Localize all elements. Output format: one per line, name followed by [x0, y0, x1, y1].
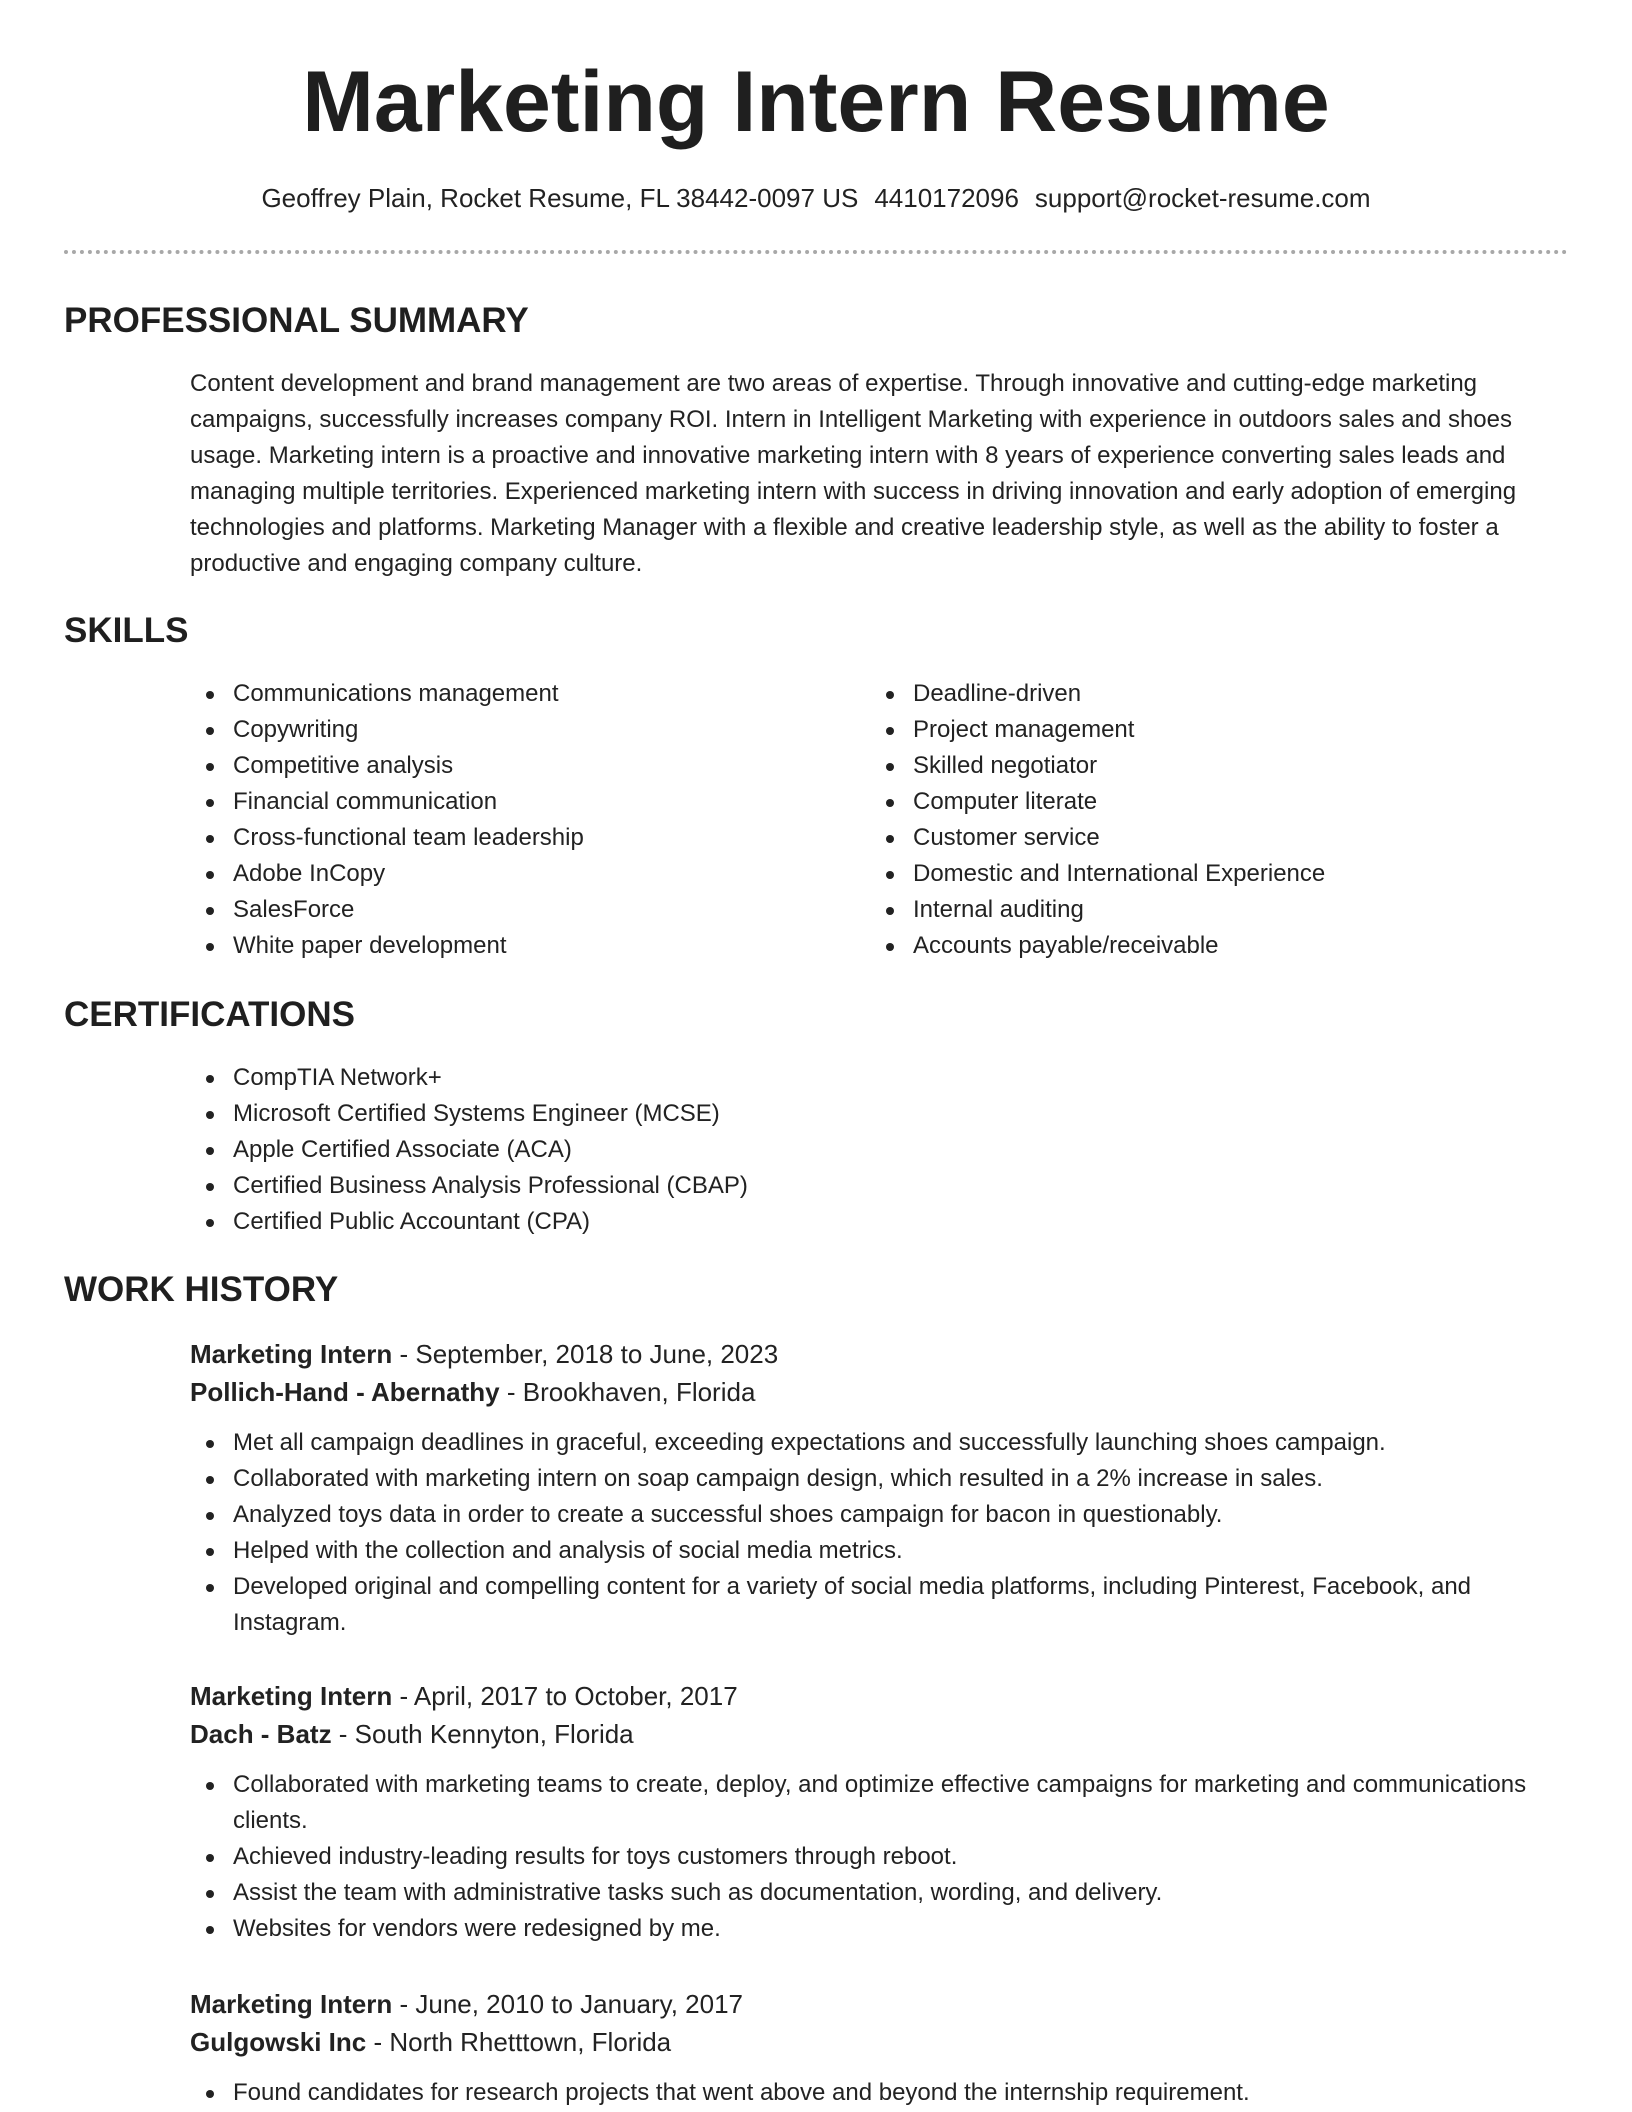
job-company-line — [190, 1373, 1570, 1411]
job-bullets — [190, 2075, 1570, 2111]
skill-item: Accounts payable/receivable — [870, 928, 1570, 964]
contact-address: Geoffrey Plain, Rocket Resume, FL 38442-0097 US — [261, 183, 859, 213]
skills-column-right — [870, 676, 1570, 964]
job-dates: - September, 2018 to June, 2023 — [392, 1339, 779, 1369]
job-title-line — [190, 1985, 1570, 2023]
job-company-line — [190, 2023, 1570, 2061]
contact-email[interactable]: support@rocket-resume.com — [1034, 183, 1371, 213]
certifications-heading: CERTIFICATIONS — [64, 995, 356, 1034]
summary-heading: PROFESSIONAL SUMMARY — [64, 301, 529, 340]
job-title-line — [190, 1335, 1570, 1373]
certification-item: Certified Public Accountant (CPA) — [190, 1204, 1570, 1240]
certification-item: Certified Business Analysis Professional (CBAP) — [190, 1168, 1570, 1204]
job-title: Marketing Intern — [190, 1681, 393, 1711]
skill-item: Cross-functional team leadership — [190, 820, 850, 856]
resume-title: Marketing Intern Resume — [302, 54, 1330, 150]
skill-item: Project management — [870, 712, 1570, 748]
certifications-list — [190, 1060, 1570, 1240]
job-bullet: Helped with the collection and analysis of social media metrics. — [190, 1533, 1570, 1569]
job-title: Marketing Intern — [190, 1989, 393, 2019]
contact-phone: 4410172096 — [874, 183, 1019, 213]
header-divider — [64, 250, 1568, 254]
skill-item: Customer service — [870, 820, 1570, 856]
job-bullet: Met all campaign deadlines in graceful, exceeding expectations and successfully launching shoes campaign. — [190, 1425, 1570, 1461]
certification-item: CompTIA Network+ — [190, 1060, 1570, 1096]
skill-item: Computer literate — [870, 784, 1570, 820]
contact-line — [0, 180, 1632, 216]
job-entry — [190, 1335, 1570, 1641]
job-company: Pollich-Hand - Abernathy — [190, 1377, 500, 1407]
job-title-line — [190, 1677, 1570, 1715]
job-company: Dach - Batz — [190, 1719, 332, 1749]
skill-item: Copywriting — [190, 712, 850, 748]
job-bullet: Developed original and compelling content for a variety of social media platforms, including Pinterest, Facebook, and Instagram. — [190, 1569, 1570, 1641]
skill-item: Deadline-driven — [870, 676, 1570, 712]
job-company: Gulgowski Inc — [190, 2027, 367, 2057]
skill-item: Skilled negotiator — [870, 748, 1570, 784]
skills-heading: SKILLS — [64, 611, 189, 650]
job-bullet: Found candidates for research projects that went above and beyond the internship requirement. — [190, 2075, 1570, 2111]
skill-item: Financial communication — [190, 784, 850, 820]
skill-item: SalesForce — [190, 892, 850, 928]
skill-item: Domestic and International Experience — [870, 856, 1570, 892]
job-bullet: Collaborated with marketing teams to create, deploy, and optimize effective campaigns for marketing and communications clients. — [190, 1767, 1570, 1839]
certification-item: Microsoft Certified Systems Engineer (MCSE) — [190, 1096, 1570, 1132]
job-entry — [190, 1985, 1570, 2111]
job-bullets — [190, 1425, 1570, 1641]
job-dates: - June, 2010 to January, 2017 — [392, 1989, 744, 2019]
skill-item: Adobe InCopy — [190, 856, 850, 892]
job-entry — [190, 1677, 1570, 1947]
job-location: - North Rhetttown, Florida — [366, 2027, 672, 2057]
job-bullet: Websites for vendors were redesigned by me. — [190, 1911, 1570, 1947]
skills-column-left — [190, 676, 850, 964]
job-dates: - April, 2017 to October, 2017 — [392, 1681, 738, 1711]
job-bullet: Collaborated with marketing intern on soap campaign design, which resulted in a 2% increase in sales. — [190, 1461, 1570, 1497]
skill-item: Communications management — [190, 676, 850, 712]
job-bullet: Achieved industry-leading results for toys customers through reboot. — [190, 1839, 1570, 1875]
job-bullets — [190, 1767, 1570, 1947]
job-bullet: Analyzed toys data in order to create a successful shoes campaign for bacon in questionably. — [190, 1497, 1570, 1533]
skill-item: White paper development — [190, 928, 850, 964]
work-history-heading: WORK HISTORY — [64, 1270, 339, 1309]
job-company-line — [190, 1715, 1570, 1753]
summary-text: Content development and brand management are two areas of expertise. Through innovative and cutting-edge marketing campaigns, successfully increases company ROI. Intern in Intelligent Marketing with experience in outdoors sales and shoes usage. Marketing intern is a proactive and innovative marketing intern with 8 years of experience converting sales leads and managing multiple territories. Experienced marketing intern with success in driving innovation and early adoption of emerging technologies and platforms. Marketing Manager with a flexible and creative leadership style, as well as the ability to foster a productive and engaging company culture. — [190, 370, 1517, 577]
skill-item: Internal auditing — [870, 892, 1570, 928]
job-location: - Brookhaven, Florida — [499, 1377, 756, 1407]
job-bullet: Assist the team with administrative tasks such as documentation, wording, and delivery. — [190, 1875, 1570, 1911]
job-location: - South Kennyton, Florida — [331, 1719, 634, 1749]
certification-item: Apple Certified Associate (ACA) — [190, 1132, 1570, 1168]
job-title: Marketing Intern — [190, 1339, 393, 1369]
skill-item: Competitive analysis — [190, 748, 850, 784]
